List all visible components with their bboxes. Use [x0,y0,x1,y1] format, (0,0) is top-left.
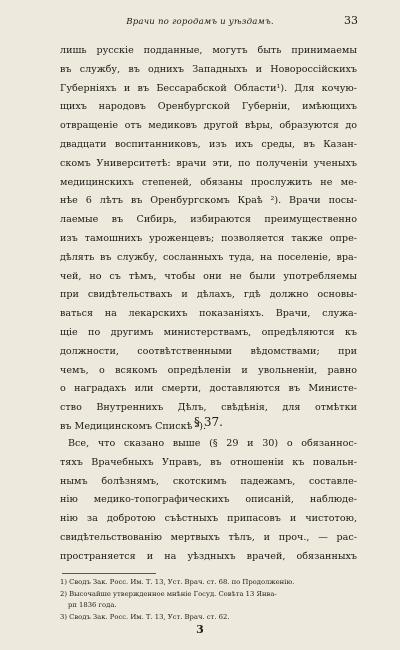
text-line: въ службу, въ однихъ Западныхъ и Новороссійскихъ [60,63,357,75]
text-line: о наградахъ или смерти, доставляются въ Министе- [60,383,357,395]
text-line: въ Медицинскомъ Спискѣ ³). [60,420,207,432]
text-line: щіе по другимъ министерствамъ, опредѣляются къ [60,326,357,338]
text-line: отвращеніе отъ медиковъ другой вѣры, образуются до [60,120,357,132]
footnote-continuation: рп 1836 года. [68,601,117,609]
footnote: 3) Сводъ Зак. Росс. Им. Т. 13, Уст. Врач. ст. 62. [60,612,230,621]
text-line: чемъ, о всякомъ опредѣленіи и увольненіи, равно [60,364,357,376]
text-line: нымъ болѣзнямъ, скотскимъ падежамъ, составле- [60,475,357,487]
text-line: пространяется и на уѣздныхъ врачей, обязанныхъ [60,550,357,562]
text-line: скомъ Университетѣ: врачи эти, по полученіи ученыхъ [60,157,357,169]
text-line: ство Внутреннихъ Дѣлъ, свѣдѣнія, для отмѣтки [60,402,357,414]
text-line: ваться на лекарскихъ показаніяхъ. Врачи, служа- [60,308,357,320]
paragraph-2 [60,435,357,567]
signature-mark: 3 [196,623,204,636]
text-line: должности, соотвѣтственными вѣдомствами; при [60,345,357,357]
text-line: щихъ народовъ Оренбургской Губерніи, имѣющихъ [60,101,357,113]
text-line: изъ тамошнихъ уроженцевъ; позволяется также опре- [60,232,357,244]
text-line: Все, что сказано выше (§ 29 и 30) о обязаннос- [68,438,357,449]
footnote-divider [62,573,156,574]
text-line: лаемые въ Сибирь, избираются преимущественно [60,214,357,226]
footnotes [60,577,357,623]
running-head: Врачи по городамъ и уѣздамъ. [126,17,274,27]
footnote: 1) Сводъ Зак. Росс. Им. Т. 13, Уст. Врач. ст. 68. по Продолженію. [60,578,295,586]
paragraph-1 [60,42,357,437]
text-line: Губерніяхъ и въ Бессарабской Области¹). Для кочую- [60,82,357,94]
text-line: при свидѣтельствахъ и дѣлахъ, гдѣ должно основы- [60,289,357,301]
text-line: нѣе 6 лѣтъ въ Оренбургскомъ Краѣ ²). Врачи посы- [60,195,357,207]
footnote: 2) Высочайше утвержденное мнѣніе Госуд. Совѣта 13 Янва- [60,589,277,598]
text-line: нію за добротою съѣстныхъ припасовъ и чистотою, [60,513,357,525]
text-line: лишь русскіе подданные, могутъ быть принимаемы [60,45,357,56]
text-line: медицинскихъ степеней, обязаны прослужить не ме- [60,176,357,188]
text-line: чей, но съ тѣмъ, чтобы они не были употребляемы [60,270,357,282]
text-line: дѣлять въ службу, сосланныхъ туда, на поселеніе, вра- [60,251,357,263]
text-line: двадцати воспитанниковъ, изъ ихъ среды, въ Казан- [60,138,357,150]
text-line: тяхъ Врачебныхъ Управъ, въ отношеніи къ повальн- [60,456,357,468]
section-heading: § 37. [194,415,223,429]
page-number: 33 [344,14,358,27]
text-line: свидѣтельствованію мертвыхъ тѣлъ, и проч., — рас- [60,531,357,543]
text-line: нію медико-топографическихъ описаній, наблюде- [60,494,357,506]
